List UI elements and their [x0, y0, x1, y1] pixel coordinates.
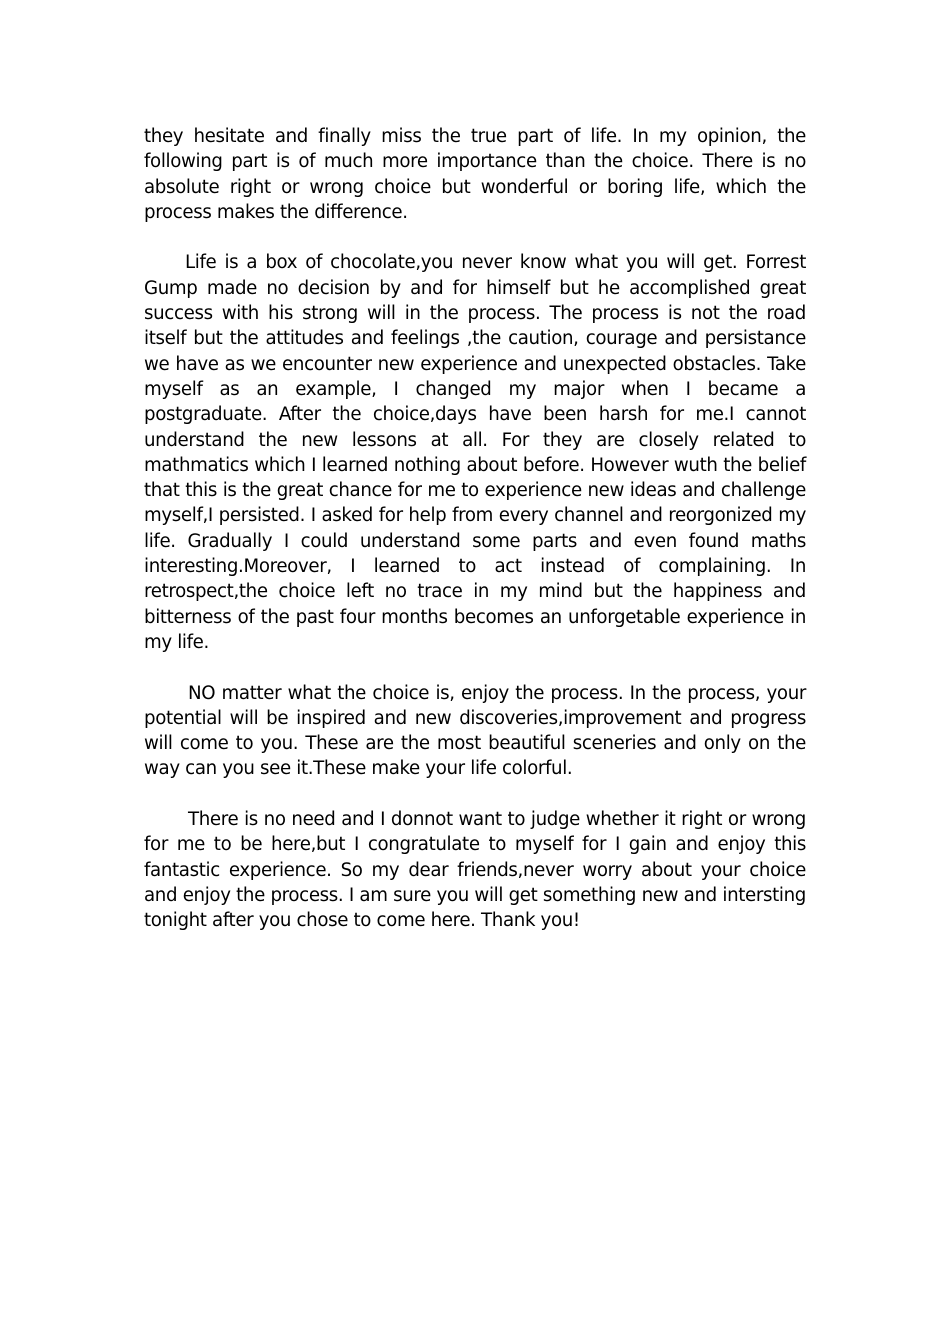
paragraph-4: There is no need and I donnot want to judge whether it right or wrong for me to be here,but I congratulate to myself for I gain and enjoy this fantastic experience. So my dear friends,never worry about your choice and enjoy the process. I am sure you will get something new and intersting tonight after you chose to come here. Thank you! [144, 809, 806, 932]
paragraph-2: Life is a box of chocolate,you never know what you will get. Forrest Gump made no decision by and for himself but he accomplished great success with his strong will in the process. The process is not the road itself but the attitudes and feelings ,the caution, courage and persistance we have as we encounter new experience and unexpected obstacles. Take myself as an example, I changed my major when I became a postgraduate. After the choice,days have been harsh for me.I cannot understand the new lessons at all. For they are closely related to mathmatics which I learned nothing about before. However wuth the belief that this is the great chance for me to experience new ideas and challenge myself,I persisted. I asked for help from every channel and reorgonized my life. Gradually I could understand some parts and even found maths interesting.Moreover, I learned to act instead of complaining. In retrospect,the choice left no trace in my mind but the happiness and bitterness of the past four months becomes an unforgetable experience in my life. [144, 252, 806, 653]
paragraph-1: they hesitate and finally miss the true part of life. In my opinion, the following part is of much more importance than the choice. There is no absolute right or wrong choice but wonderful or boring life, which the process makes the difference. [144, 126, 806, 223]
document-body [144, 124, 806, 959]
paragraph-3: NO matter what the choice is, enjoy the process. In the process, your potential will be inspired and new discoveries,improvement and progress will come to you. These are the most beautiful sceneries and only on the way can you see it.These make your life colorful. [144, 682, 806, 780]
